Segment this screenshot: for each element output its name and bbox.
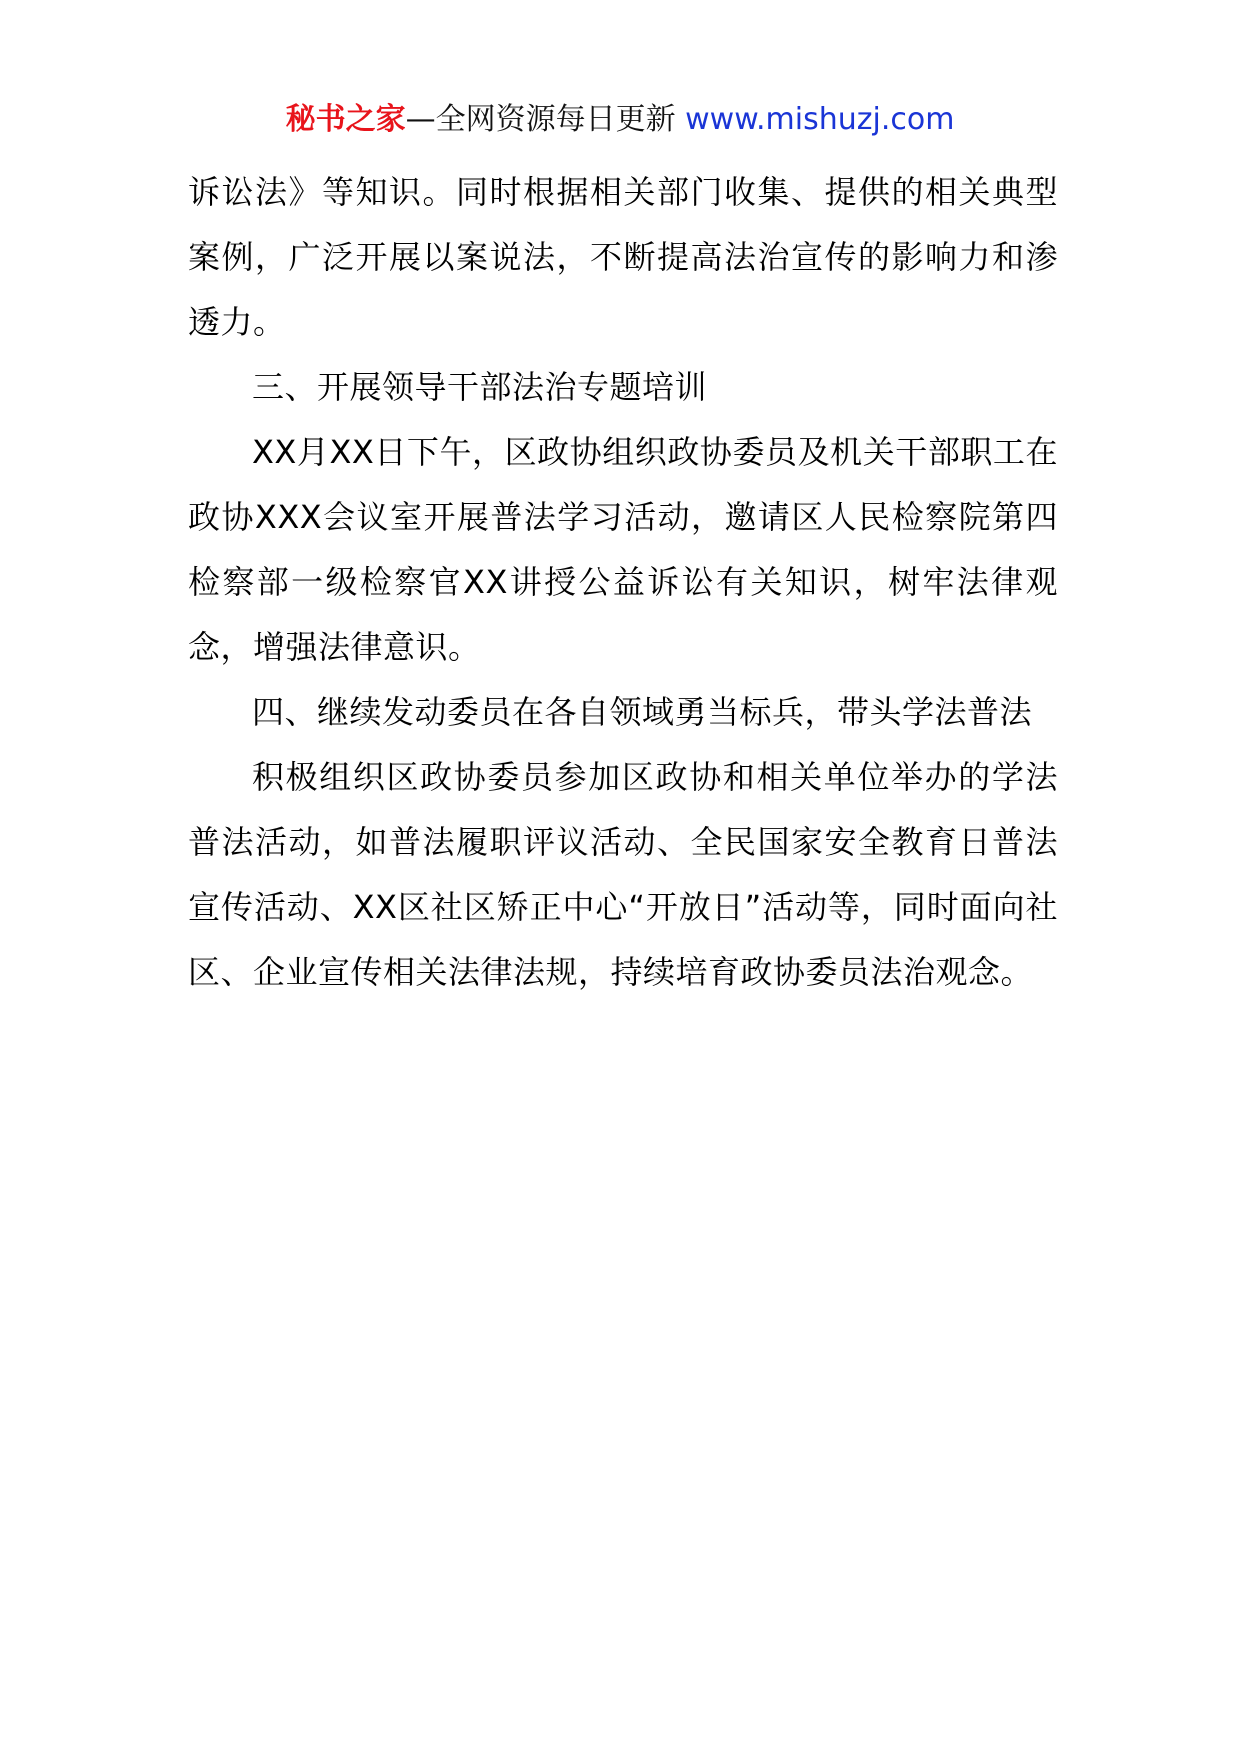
section-heading-4: 四、继续发动委员在各自领域勇当标兵，带头学法普法 xyxy=(252,693,1033,731)
document-body xyxy=(188,160,1058,1005)
paragraph-continuation: 诉讼法》等知识。同时根据相关部门收集、提供的相关典型案例，广泛开展以案说法，不断提高法治宣传的影响力和渗透力。 xyxy=(188,173,1058,341)
site-url-link[interactable]: www.mishuzj.com xyxy=(685,102,955,137)
paragraph-section-3: XX月XX日下午，区政协组织政协委员及机关干部职工在政协XXX会议室开展普法学习活动，邀请区人民检察院第四检察部一级检察官XX讲授公益诉讼有关知识，树牢法律观念，增强法律意识。 xyxy=(188,433,1058,666)
site-header xyxy=(0,100,1240,140)
brand-name: 秘书之家 xyxy=(285,102,406,137)
section-heading-3: 三、开展领导干部法治专题培训 xyxy=(252,368,708,406)
header-tagline: —全网资源每日更新 xyxy=(405,102,676,137)
paragraph-section-4: 积极组织区政协委员参加区政协和相关单位举办的学法普法活动，如普法履职评议活动、全民国家安全教育日普法宣传活动、XX区社区矫正中心“开放日”活动等，同时面向社区、企业宣传相关法律法规，持续培育政协委员法治观念。 xyxy=(188,758,1058,991)
